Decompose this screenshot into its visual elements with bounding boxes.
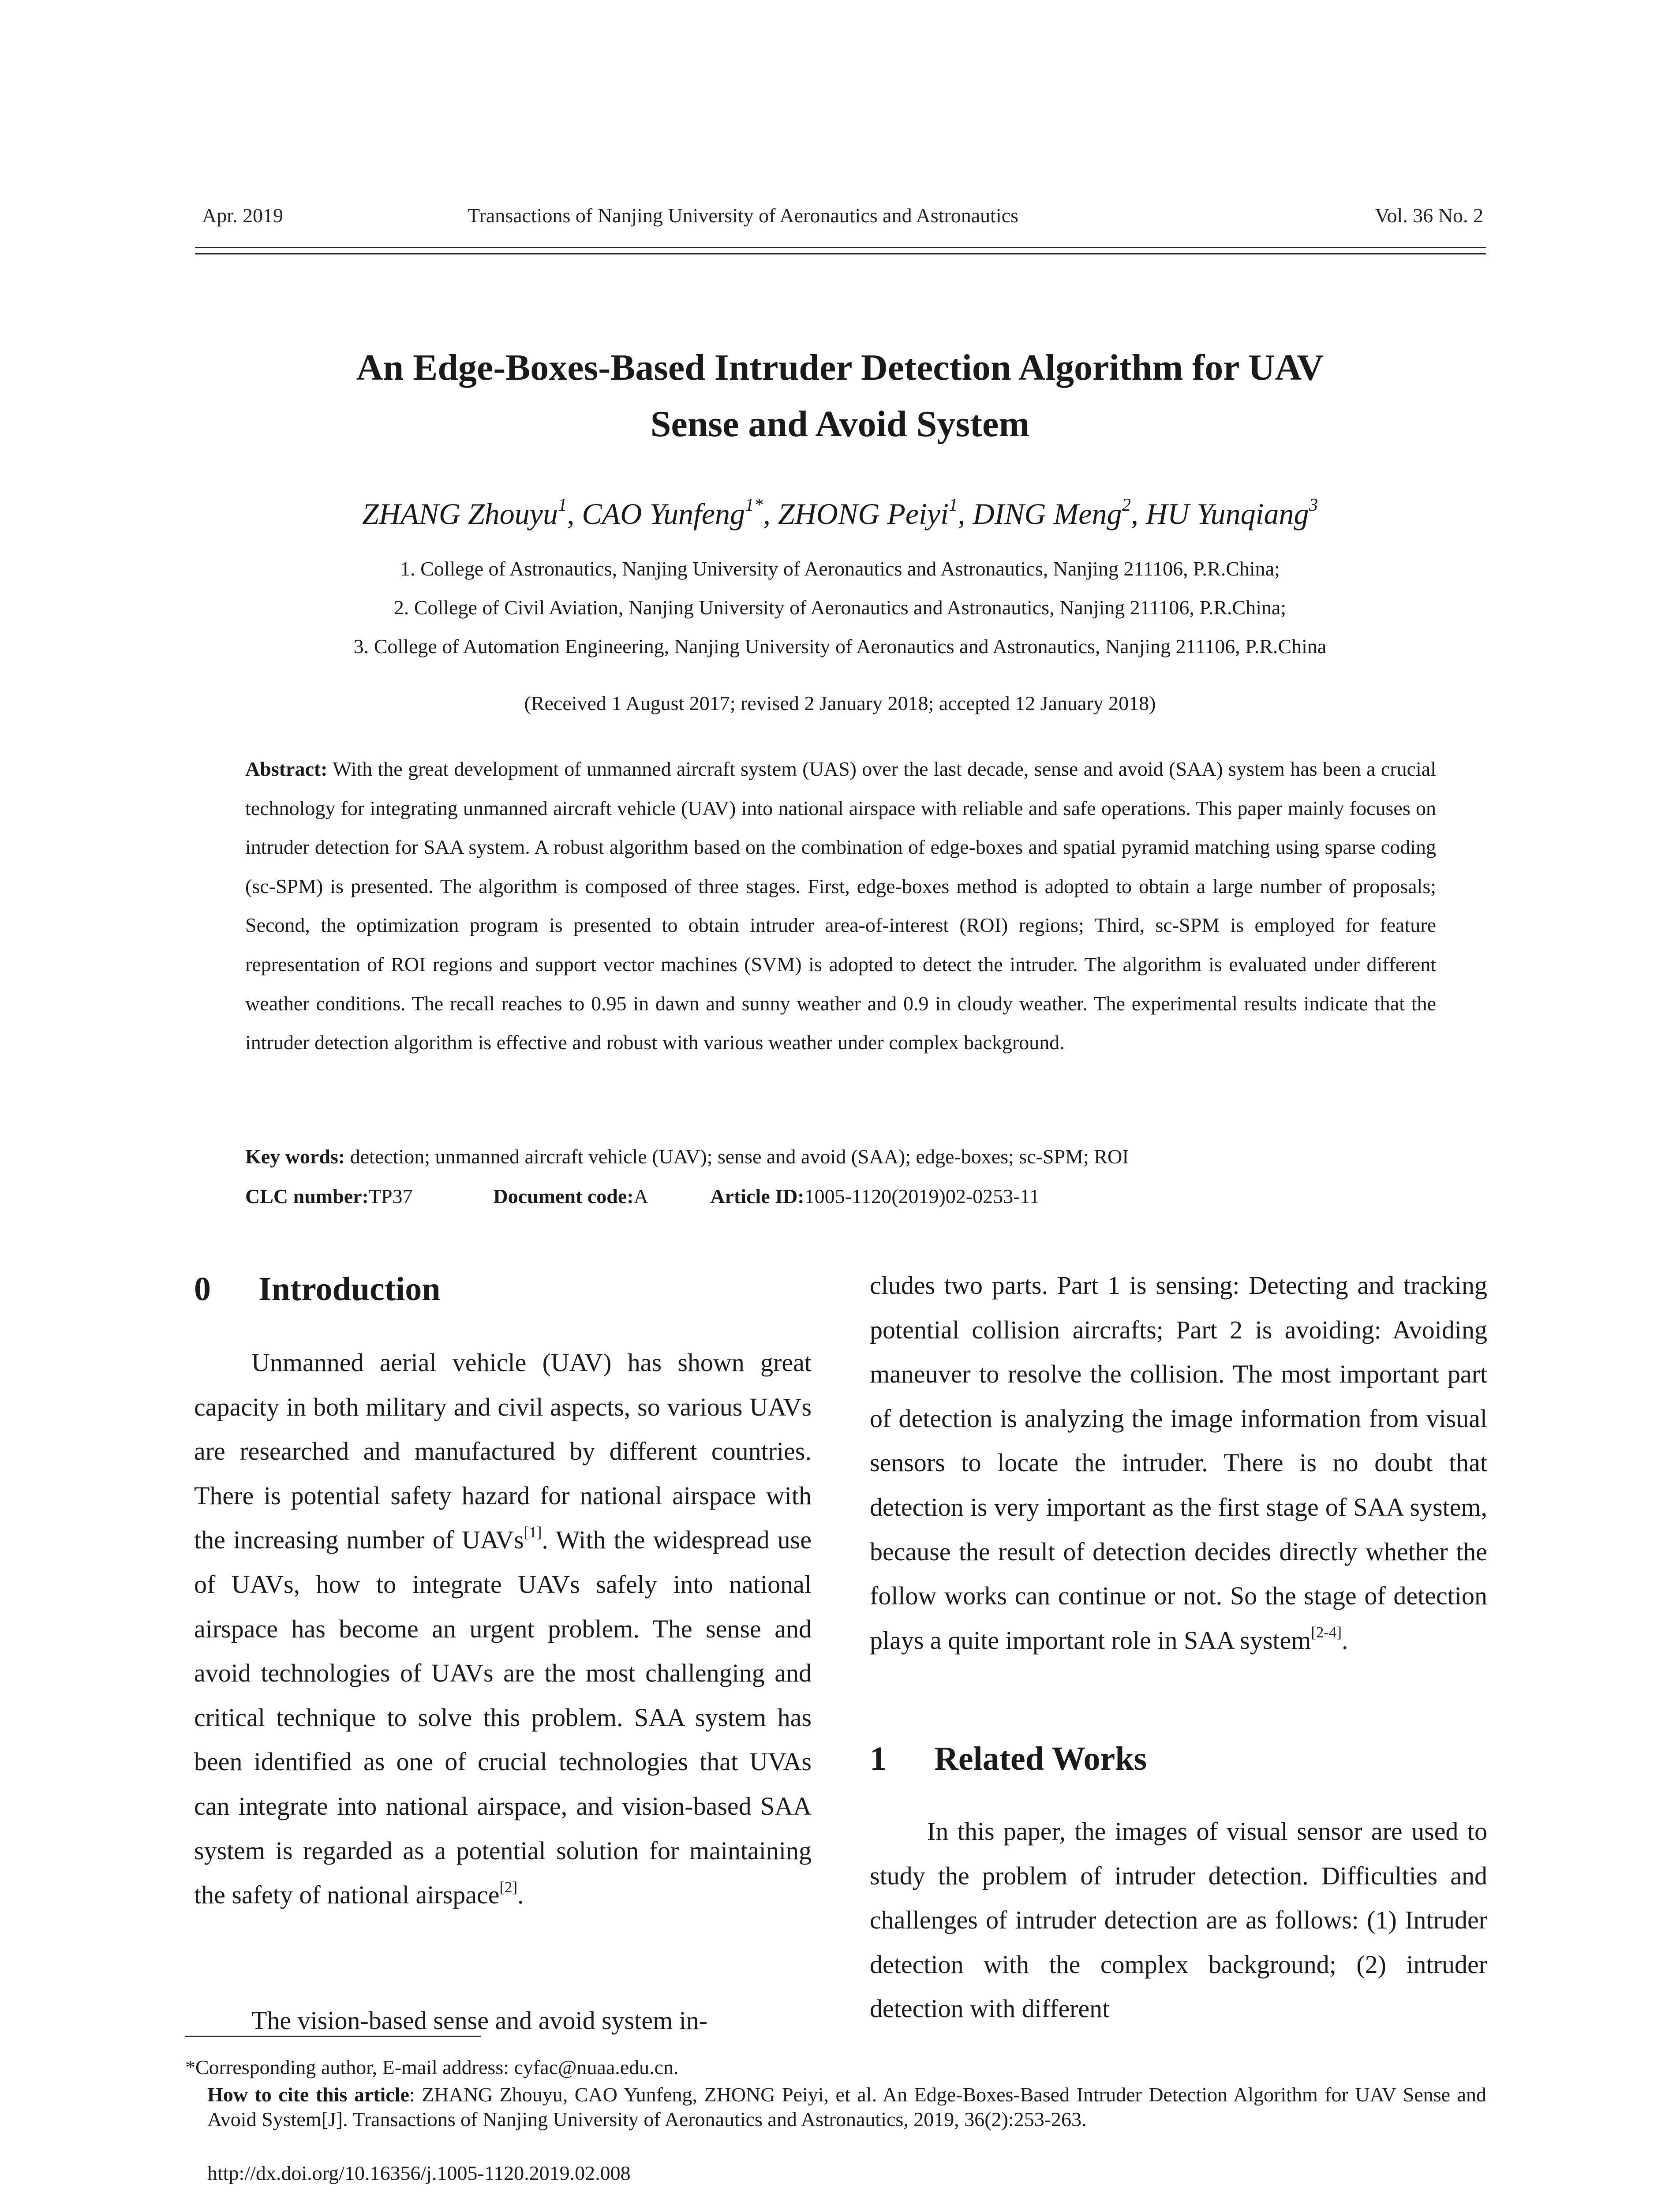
paragraph-text: .: [1341, 1626, 1348, 1655]
received-dates: (Received 1 August 2017; revised 2 January 2018; accepted 12 January 2018): [524, 692, 1156, 714]
clc-label: CLC number:: [245, 1185, 369, 1207]
section-heading-related-works: [870, 1740, 1147, 1778]
section-number: 0: [194, 1271, 211, 1308]
doc-code-label: Document code:: [493, 1185, 634, 1207]
abstract: [245, 750, 1436, 1062]
keywords-text: detection; unmanned aircraft vehicle (UAV); sense and avoid (SAA); edge-boxes; sc-SPM; ROI: [350, 1145, 1129, 1168]
title-line: An Edge-Boxes-Based Intruder Detection Algorithm for UAV: [356, 347, 1324, 388]
abstract-text: With the great development of unmanned aircraft system (UAS) over the last decade, sense and avoid (SAA) system has been a crucial technology for integrating unmanned aircraft vehicle (UAV) into national airspace with reliable and safe operations. This paper mainly focuses on intruder detection for SAA system. A robust algorithm based on the combination of edge-boxes and spatial pyramid matching using sparse coding (sc-SPM) is presented. The algorithm is composed of three stages. First, edge-boxes method is adopted to obtain a large number of proposals; Second, the optimization program is presented to obtain intruder area-of-interest (ROI) regions; Third, sc-SPM is employed for feature representation of ROI regions and support vector machines (SVM) is adopted to detect the intruder. The algorithm is evaluated under different weather conditions. The recall reaches to 0.95 in dawn and sunny weather and 0.9 in cloudy weather. The experimental results indicate that the intruder detection algorithm is effective and robust with various weather under complex background.: [245, 758, 1436, 1054]
affiliation: 3. College of Automation Engineering, Nanjing University of Aeronautics and Astronautics, Nanjing 211106, P.R.China: [353, 635, 1327, 658]
paragraph-text: . With the widespread use of UAVs, how to integrate UAVs safely into national airspace has become an urgent problem. The sense and avoid technologies of UAVs are the most challenging and critical technique to solve this problem. SAA system has been identified as one of crucial technologies that UVAs can integrate into national airspace, and vision-based SAA system is regarded as a potential solution for maintaining the safety of national airspace: [194, 1525, 812, 1910]
doc-code-value: A: [633, 1185, 647, 1207]
author-affil-mark: 2: [1122, 495, 1131, 515]
footnote-citation: [207, 2082, 1486, 2132]
header-rule: [195, 247, 1486, 248]
paper-title: [168, 340, 1512, 452]
citation: [1]: [524, 1523, 542, 1541]
citation: [2-4]: [1311, 1624, 1342, 1641]
affiliation: 2. College of Civil Aviation, Nanjing University of Aeronautics and Astronautics, Nanjing 211106, P.R.China;: [393, 596, 1287, 619]
header-date: Apr. 2019: [202, 204, 283, 227]
section-heading-introduction: [194, 1270, 440, 1308]
intro-paragraph-continued: [870, 1263, 1487, 1663]
keywords-label: Key words:: [245, 1145, 345, 1168]
article-id-label: Article ID:: [710, 1185, 804, 1207]
footnote-rule: [185, 2036, 481, 2037]
intro-paragraph: The vision-based sense and avoid system in-: [251, 2006, 708, 2035]
affiliation: 1. College of Astronautics, Nanjing University of Aeronautics and Astronautics, Nanjing 211106, P.R.China;: [400, 557, 1280, 580]
author-affil-mark: 1: [558, 495, 567, 515]
title-line: Sense and Avoid System: [650, 404, 1030, 445]
author-name: HU Yunqiang: [1145, 497, 1309, 531]
related-paragraph: In this paper, the images of visual sensor are used to study the problem of intruder detection. Difficulties and challenges of intruder detection are as follows: (1) Intruder detection with the complex background; (2) intruder detection with different: [870, 1817, 1487, 2023]
footnote-corresponding: *Corresponding author, E-mail address: cyfac@nuaa.edu.cn.: [185, 2056, 679, 2078]
header-volume: Vol. 36 No. 2: [1375, 204, 1483, 227]
clc-value: TP37: [368, 1185, 413, 1207]
author-affil-mark: 1: [949, 495, 958, 515]
author-name: CAO Yunfeng: [582, 497, 745, 531]
section-number: 1: [870, 1740, 887, 1777]
author-affil-mark: 3: [1309, 495, 1318, 515]
doi-link[interactable]: http://dx.doi.org/10.16356/j.1005-1120.2019.02.008: [207, 2162, 631, 2184]
author-name: ZHANG Zhouyu: [362, 497, 558, 531]
author-affil-mark: 1*: [745, 495, 763, 515]
author-name: DING Meng: [973, 497, 1122, 531]
classification-line: [245, 1185, 1040, 1208]
paragraph-text: cludes two parts. Part 1 is sensing: Detecting and tracking potential collision aircrafts; Part 2 is avoiding: Avoiding maneuver to resolve the collision. The most important part of detection is analyzing the image information from visual sensors to locate the intruder. There is no doubt that detection is very important as the first stage of SAA system, because the result of detection decides directly whether the follow works can continue or not. So the stage of detection plays a quite important role in SAA system: [870, 1271, 1487, 1655]
abstract-label: Abstract:: [245, 758, 328, 780]
citation: [2]: [499, 1878, 518, 1896]
cite-text: : ZHANG Zhouyu, CAO Yunfeng, ZHONG Peiyi, et al. An Edge-Boxes-Based Intruder Detection Algorithm for UAV Sense and Avoid System[J]. Transactions of Nanjing University of Aeronautics and Astronautics, 2019, 36(2):253-263.: [207, 2083, 1486, 2130]
section-title: Related Works: [934, 1740, 1147, 1777]
header-journal: Transactions of Nanjing University of Aeronautics and Astronautics: [468, 204, 1019, 227]
paragraph-text: .: [517, 1880, 524, 1910]
cite-label: How to cite this article: [207, 2083, 409, 2106]
intro-paragraph: [194, 1341, 812, 1917]
author-name: ZHONG Peiyi: [778, 497, 949, 531]
section-title: Introduction: [258, 1271, 441, 1308]
header-rule: [195, 253, 1486, 254]
keywords: [245, 1145, 1436, 1168]
author-list: ZHANG Zhouyu$^1$, CAO Yunfeng$^{1*}$, ZHONG Peiyi$^1$, DING Meng$^2$, HU Yunqiang$^3$: [362, 495, 1318, 531]
paragraph-text: Unmanned aerial vehicle (UAV) has shown great capacity in both military and civil aspects, so various UAVs are researched and manufactured by different countries. There is potential safety hazard for national airspace with the increasing number of UAVs: [194, 1348, 812, 1555]
article-id-value: 1005-1120(2019)02-0253-11: [804, 1185, 1040, 1207]
